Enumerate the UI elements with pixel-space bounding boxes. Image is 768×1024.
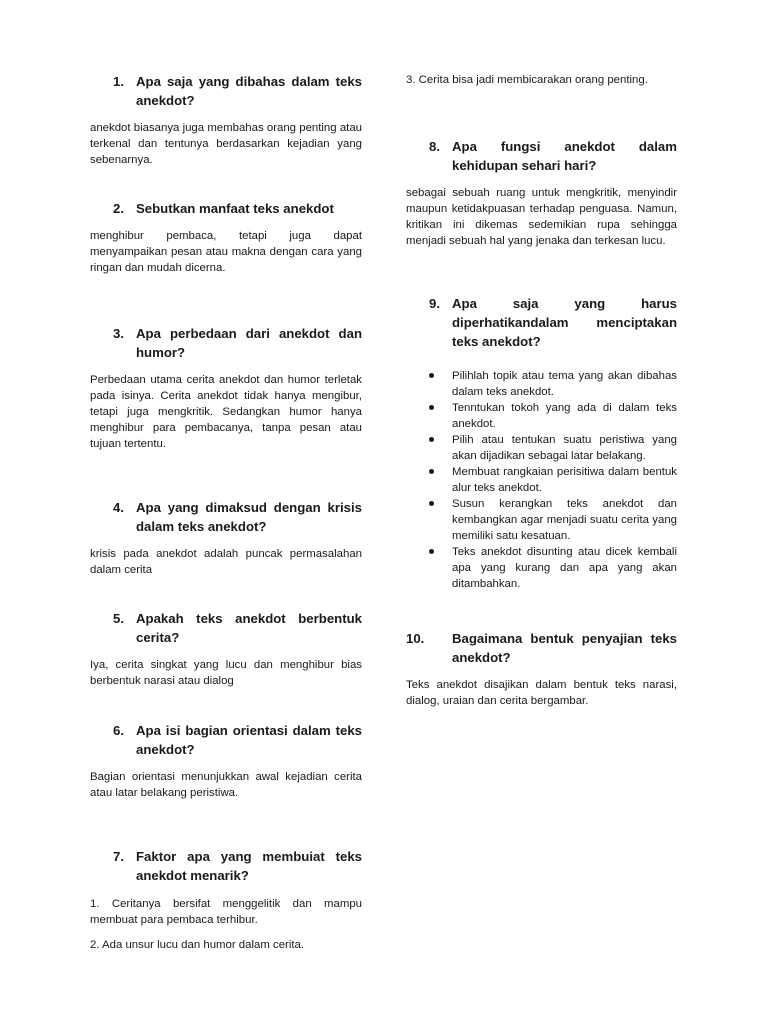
question-7 bbox=[113, 847, 362, 885]
question-number: 5. bbox=[113, 611, 124, 626]
qa-item-9 bbox=[406, 294, 677, 592]
question-5 bbox=[113, 609, 362, 647]
question-text: Apakah teks anekdot berbentuk cerita? bbox=[136, 611, 362, 645]
question-number: 10. bbox=[406, 631, 425, 646]
question-text: Apa fungsi anekdot dalam kehidupan sehari hari? bbox=[452, 139, 677, 173]
qa-item-10 bbox=[406, 629, 677, 709]
list-item bbox=[406, 432, 677, 464]
bullet-icon bbox=[429, 405, 434, 410]
list-item-text: Membuat rangkaian perisitiwa dalam bentuk alur teks anekdot. bbox=[452, 466, 677, 494]
qa-item-5 bbox=[90, 609, 362, 689]
bullet-icon bbox=[429, 437, 434, 442]
question-6 bbox=[113, 721, 362, 759]
question-number: 8. bbox=[429, 139, 440, 154]
list-item bbox=[406, 544, 677, 592]
qa-item-1 bbox=[90, 72, 362, 168]
question-text: Apa isi bagian orientasi dalam teks anekdot? bbox=[136, 723, 362, 757]
answer-7-line-1: 1. Ceritanya bersifat menggelitik dan mampu membuat para pembaca terhibur. bbox=[90, 898, 362, 926]
question-text: Faktor apa yang membuiat teks anekdot menarik? bbox=[136, 849, 362, 883]
question-4 bbox=[113, 498, 362, 536]
bullet-icon bbox=[429, 549, 434, 554]
question-text: Sebutkan manfaat teks anekdot bbox=[136, 201, 334, 216]
list-item-text: Susun kerangkan teks anekdot dan kembangkan agar menjadi suatu cerita yang memiliki satu kesatuan. bbox=[452, 498, 677, 542]
qa-item-3 bbox=[90, 324, 362, 452]
answer-4: krisis pada anekdot adalah puncak permasalahan dalam cerita bbox=[90, 548, 362, 576]
qa-item-6 bbox=[90, 721, 362, 801]
question-number: 6. bbox=[113, 723, 124, 738]
question-text: Apa saja yang dibahas dalam teks anekdot? bbox=[136, 74, 362, 108]
question-1 bbox=[113, 72, 362, 110]
bullet-icon bbox=[429, 373, 434, 378]
question-number: 9. bbox=[429, 296, 440, 311]
qa-item-8 bbox=[406, 137, 677, 249]
continuation-text: 3. Cerita bisa jadi membicarakan orang penting. bbox=[406, 74, 648, 86]
question-2 bbox=[113, 199, 362, 218]
question-number: 1. bbox=[113, 74, 124, 89]
question-text: Apa perbedaan dari anekdot dan humor? bbox=[136, 326, 362, 360]
question-number: 7. bbox=[113, 849, 124, 864]
answer-1: anekdot biasanya juga membahas orang penting atau terkenal dan tentunya berdasarkan kejadian yang sebenarnya. bbox=[90, 122, 362, 166]
bullet-icon bbox=[429, 501, 434, 506]
answer-10: Teks anekdot disajikan dalam bentuk teks narasi, dialog, uraian dan cerita bergambar. bbox=[406, 679, 677, 707]
question-3 bbox=[113, 324, 362, 362]
list-item-text: Tenntukan tokoh yang ada di dalam teks anekdot. bbox=[452, 402, 677, 430]
list-item bbox=[406, 400, 677, 432]
answer-5: Iya, cerita singkat yang lucu dan menghibur bias berbentuk narasi atau dialog bbox=[90, 659, 362, 687]
question-text: Bagaimana bentuk penyajian teks anekdot? bbox=[452, 631, 677, 665]
answer-8: sebagai sebuah ruang untuk mengkritik, menyindir maupun ketidakpuasan terhadap penguasa. Namun, kritikan ini dikemas sedemikian rupa sehingga menjadi sebuah hal yang jenaka dan terkesan lucu. bbox=[406, 187, 677, 247]
list-item-text: Pilihlah topik atau tema yang akan dibahas dalam teks anekdot. bbox=[452, 370, 677, 398]
question-number: 4. bbox=[113, 500, 124, 515]
question-text: Apa yang dimaksud dengan krisis dalam teks anekdot? bbox=[136, 500, 362, 534]
answer-3: Perbedaan utama cerita anekdot dan humor terletak pada isinya. Cerita anekdot tidak hanya mengibur, tetapi juga mengkritik. Sedangkan humor hanya menghibur para pembacanya, tanpa pesan atau tujuan tertentu. bbox=[90, 374, 362, 450]
question-number: 2. bbox=[113, 201, 124, 216]
qa-item-7 bbox=[90, 847, 362, 953]
question-number: 3. bbox=[113, 326, 124, 341]
list-item bbox=[406, 368, 677, 400]
list-item bbox=[406, 464, 677, 496]
qa-item-2 bbox=[90, 199, 362, 276]
answer-6: Bagian orientasi menunjukkan awal kejadian cerita atau latar belakang peristiwa. bbox=[90, 771, 362, 799]
question-10 bbox=[406, 629, 677, 667]
answer-2: menghibur pembaca, tetapi juga dapat menyampaikan pesan atau makna dengan cara yang ringan dan mudah dicerna. bbox=[90, 230, 362, 274]
qa-item-4 bbox=[90, 498, 362, 578]
question-text: Apa saja yang harus diperhatikandalam menciptakan teks anekdot? bbox=[452, 296, 677, 349]
list-item-text: Pilih atau tentukan suatu peristiwa yang akan dijadikan sebagai latar belakang. bbox=[452, 434, 677, 462]
answer-7 bbox=[90, 896, 362, 953]
question-9 bbox=[429, 294, 677, 351]
continuation-block bbox=[406, 72, 677, 88]
question-8 bbox=[429, 137, 677, 175]
answer-7-line-2: 2. Ada unsur lucu dan humor dalam cerita. bbox=[90, 939, 305, 951]
list-item bbox=[406, 496, 677, 544]
list-item-text: Teks anekdot disunting atau dicek kembali apa yang kurang dan apa yang akan ditambahkan. bbox=[452, 546, 677, 590]
bullet-icon bbox=[429, 469, 434, 474]
checklist bbox=[406, 368, 677, 592]
